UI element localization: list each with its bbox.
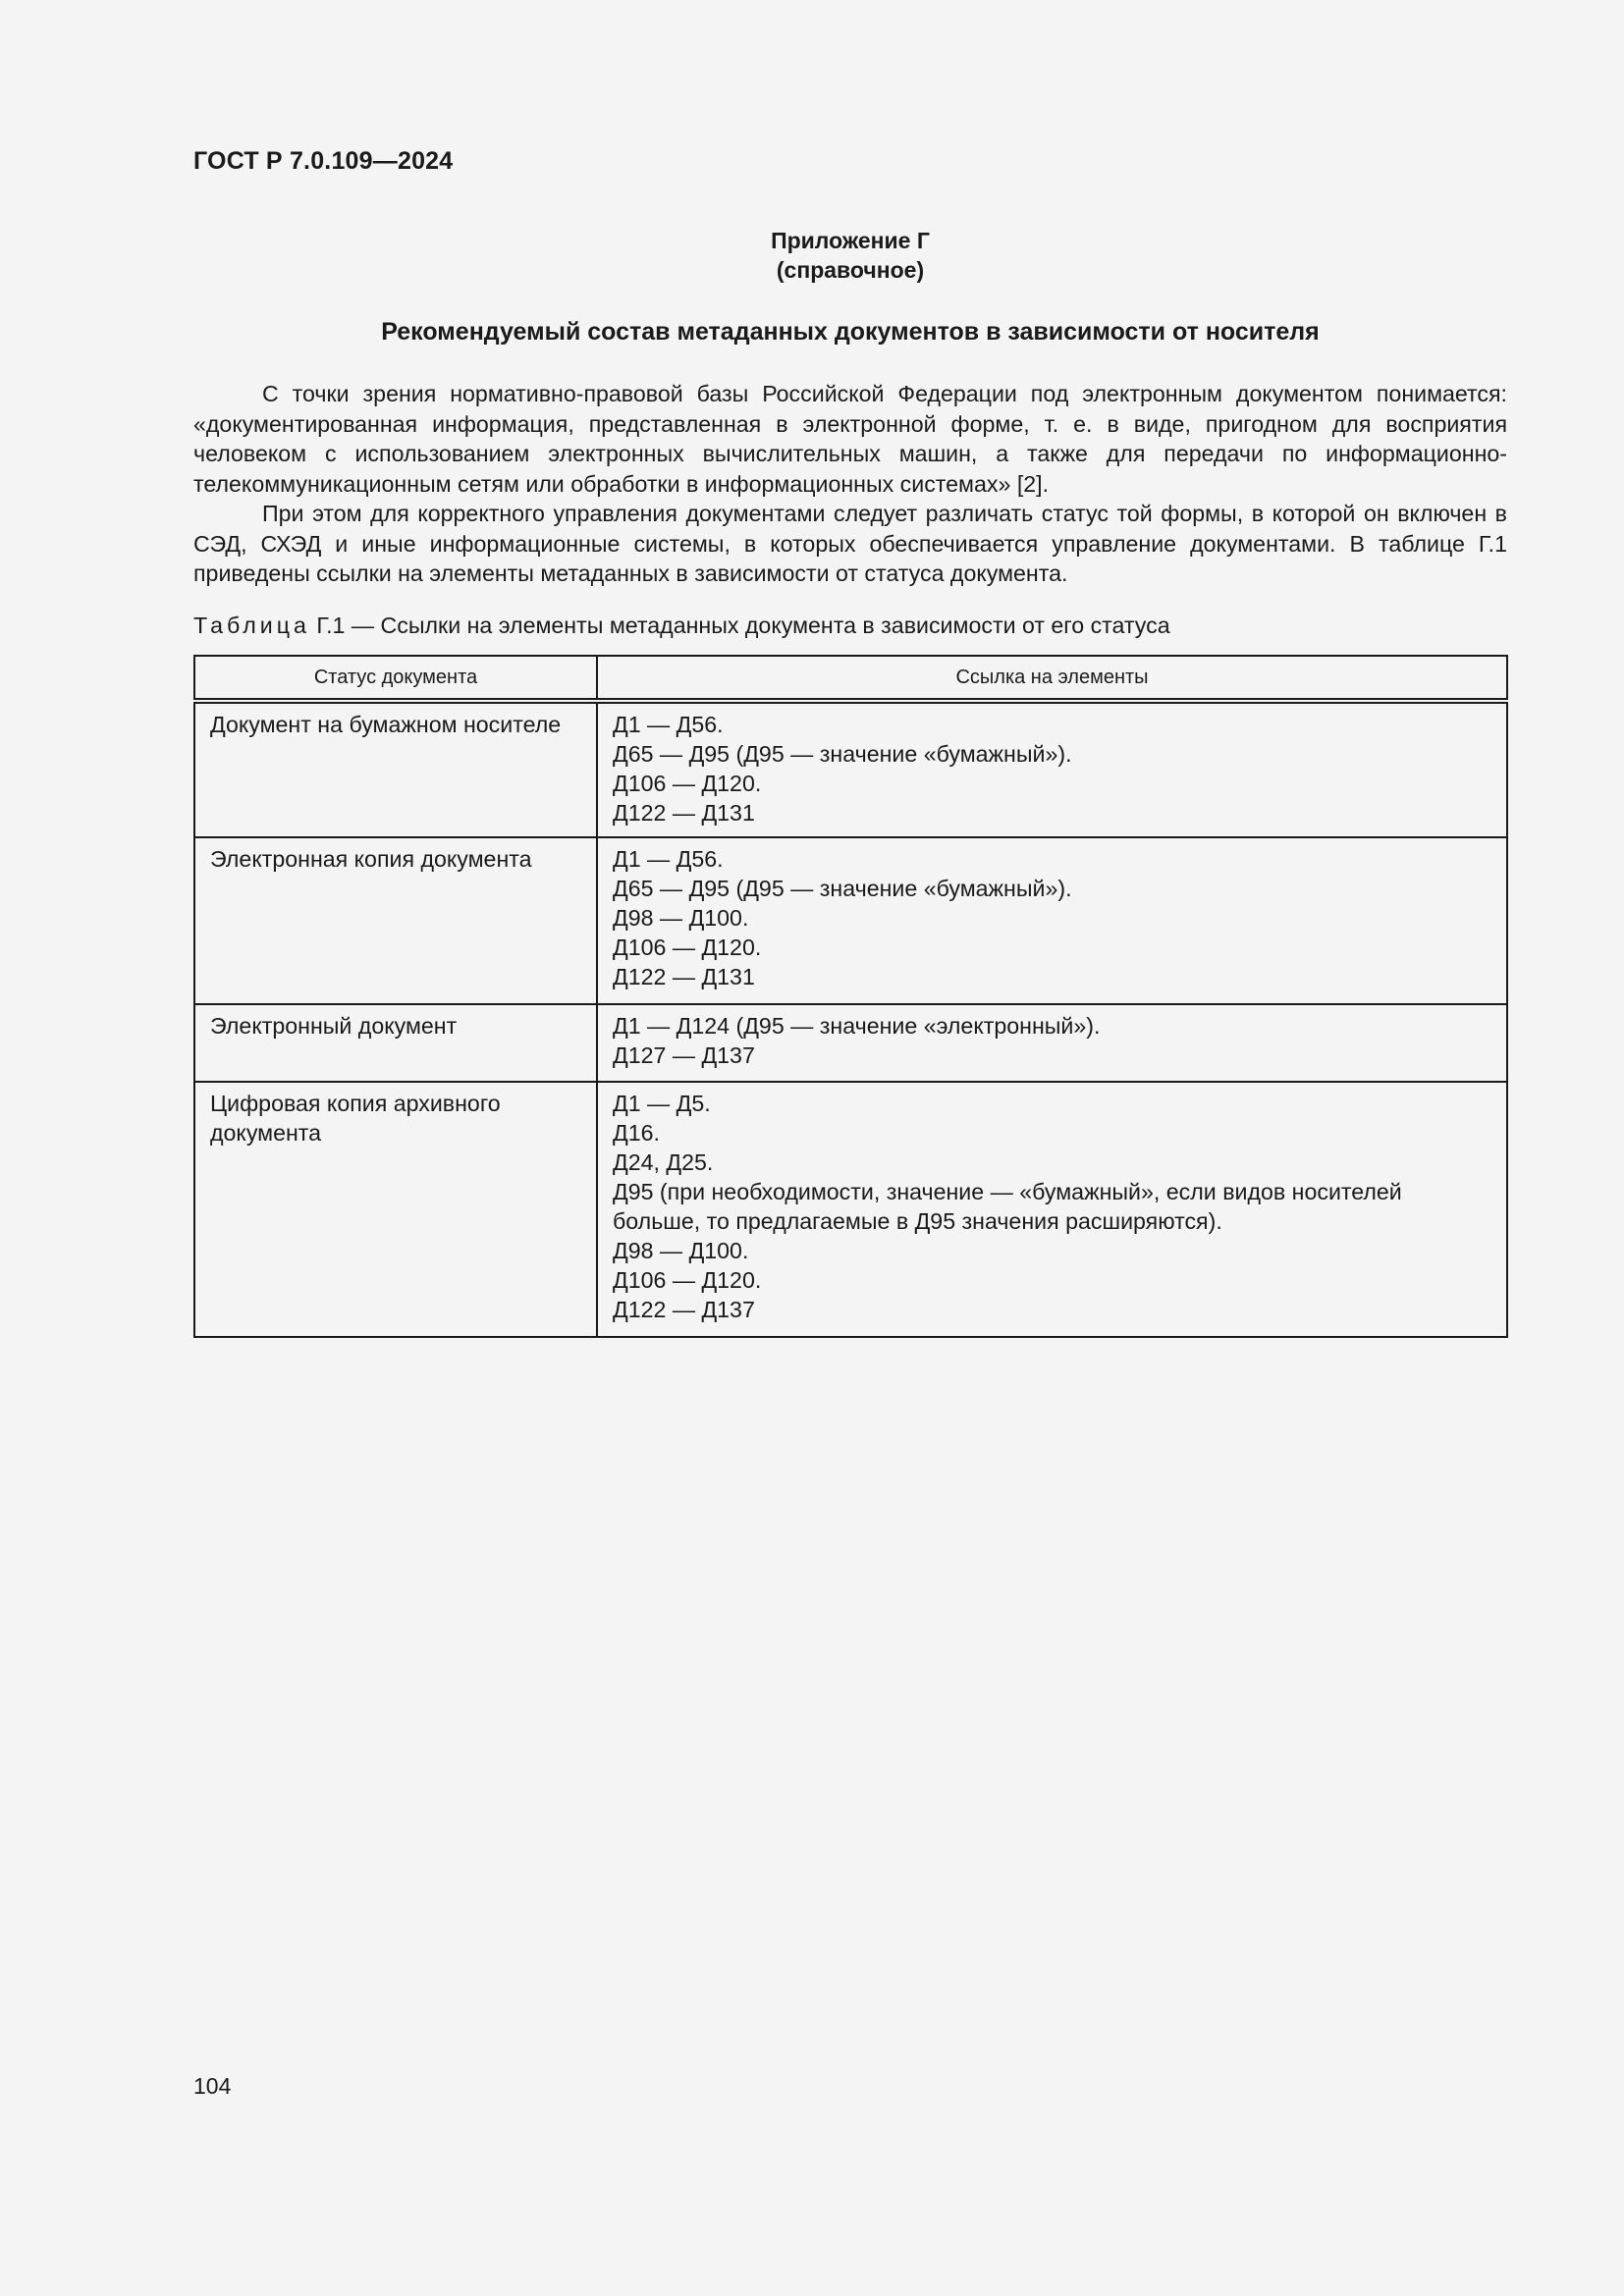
ref-line: Д1 — Д124 (Д95 — значение «электронный»). [613, 1013, 1101, 1039]
paragraph-2: При этом для корректного управления документами следует различать статус той формы, в которой он включен в СЭД, СХЭД и иные информационные системы, в которых обеспечивается управление документами. В таблице Г.1 приведены ссылки на элементы метаданных в зависимости от статуса документа. [193, 501, 1507, 586]
appendix-label: Приложение Г [771, 228, 930, 253]
ref-line: Д65 — Д95 (Д95 — значение «бумажный»). [613, 876, 1072, 901]
ref-line: Д24, Д25. [613, 1149, 714, 1175]
ref-line: Д1 — Д5. [613, 1091, 711, 1116]
table-row [194, 837, 1507, 1004]
ref-line: Д1 — Д56. [613, 846, 724, 872]
ref-line: Д122 — Д131 [613, 800, 755, 826]
table-row [194, 1004, 1507, 1082]
header-status: Статус документа [194, 656, 597, 701]
table-caption-text: Г.1 — Ссылки на элементы метаданных документа в зависимости от его статуса [316, 613, 1170, 638]
ref-line: Д127 — Д137 [613, 1042, 755, 1068]
status-cell: Цифровая копия архивного документа [194, 1082, 597, 1337]
table-row [194, 701, 1507, 837]
refs-cell [597, 1082, 1507, 1337]
page-number: 104 [193, 2073, 232, 2099]
refs-cell [597, 701, 1507, 837]
metadata-table [193, 655, 1508, 1338]
page-title: Рекомендуемый состав метаданных документов в зависимости от носителя [381, 318, 1320, 346]
ref-line: Д98 — Д100. [613, 905, 749, 931]
status-cell: Электронная копия документа [194, 837, 597, 1004]
ref-line: Д106 — Д120. [613, 934, 762, 960]
ref-line: Д122 — Д137 [613, 1297, 755, 1322]
ref-line: Д106 — Д120. [613, 771, 762, 796]
refs-cell [597, 1004, 1507, 1082]
status-cell: Электронный документ [194, 1004, 597, 1082]
ref-line: Д98 — Д100. [613, 1238, 749, 1263]
appendix-type: (справочное) [776, 257, 925, 283]
refs-cell [597, 837, 1507, 1004]
ref-line: Д1 — Д56. [613, 712, 724, 737]
paragraph-1: С точки зрения нормативно-правовой базы Российской Федерации под электронным документом понимается: «документированная информация, представленная в электронной форме, т. е. в виде, пригодном для восприятия человеком с использованием электронных вычислительных машин, а также для передачи по информационно-телекоммуникационным сетям или обработки в информационных системах» [2]. [193, 381, 1507, 497]
table-caption-label: Таблица [193, 613, 310, 638]
table-caption [193, 613, 1170, 639]
table-header-row [194, 656, 1507, 701]
standard-header: ГОСТ Р 7.0.109—2024 [193, 147, 454, 175]
appendix-heading [193, 226, 1507, 285]
ref-line: Д106 — Д120. [613, 1267, 762, 1293]
body-text [193, 379, 1507, 589]
ref-line: Д95 (при необходимости, значение — «бумажный», если видов носителей больше, то предлагаемые в Д95 значения расширяются). [613, 1179, 1402, 1234]
ref-line: Д16. [613, 1120, 660, 1146]
status-cell: Документ на бумажном носителе [194, 701, 597, 837]
header-refs: Ссылка на элементы [597, 656, 1507, 701]
ref-line: Д122 — Д131 [613, 964, 755, 989]
ref-line: Д65 — Д95 (Д95 — значение «бумажный»). [613, 741, 1072, 767]
table-row [194, 1082, 1507, 1337]
